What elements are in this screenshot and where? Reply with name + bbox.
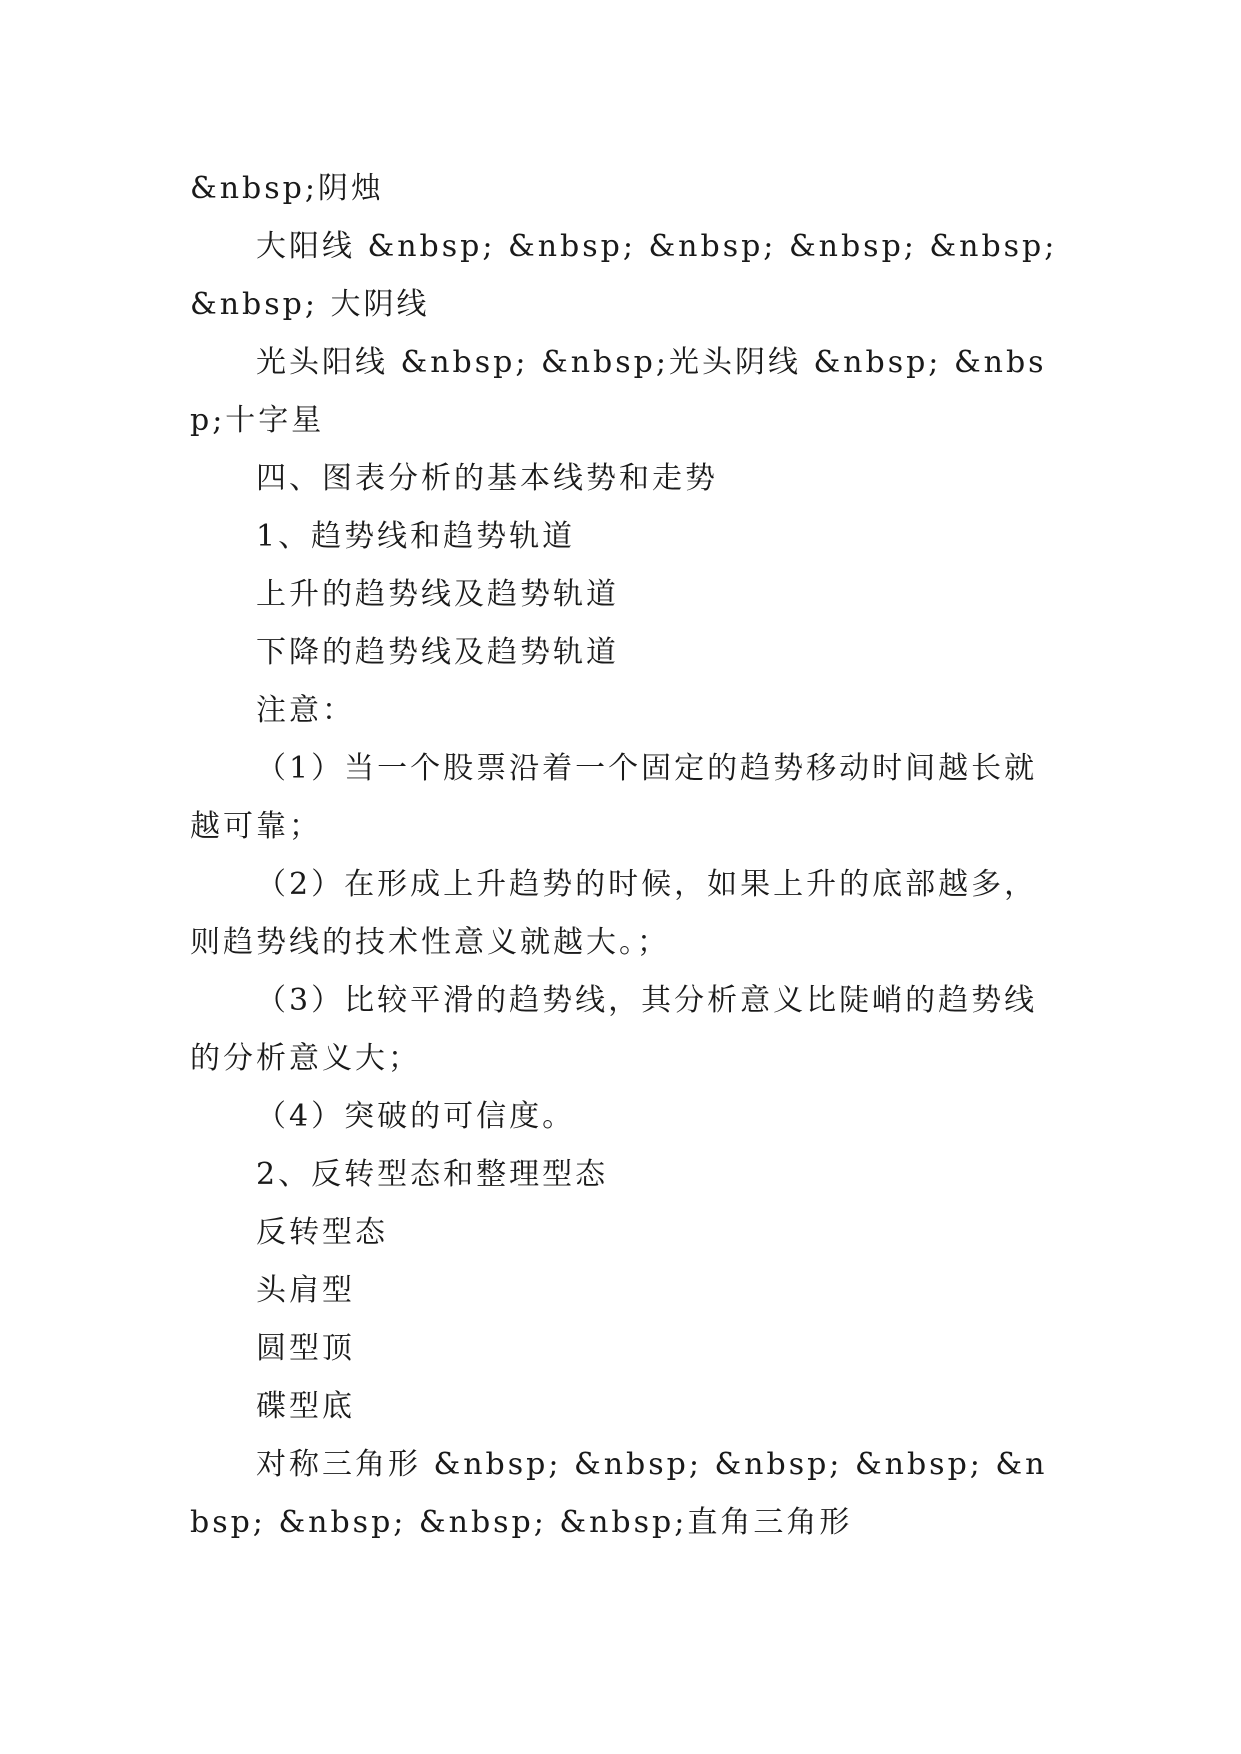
note-item-2: （2）在形成上升趋势的时候，如果上升的底部越多，则趋势线的技术性意义就越大。； [190,867,1038,960]
note-item-3: （3）比较平滑的趋势线，其分析意义比陡峭的趋势线的分析意义大； [190,983,1038,1076]
note-item-4: （4）突破的可信度。 [256,1099,576,1134]
subheading-reversal-consolidation: 2、反转型态和整理型态 [256,1157,609,1192]
paragraph-falling-trendline: 下降的趋势线及趋势轨道 [256,635,619,670]
paragraph-rising-trendline: 上升的趋势线及趋势轨道 [256,577,619,612]
paragraph-saucer-bottom: 碟型底 [256,1389,355,1424]
subheading-trendline-channel: 1、趋势线和趋势轨道 [256,519,576,554]
paragraph-rounded-top: 圆型顶 [256,1331,355,1366]
section-heading-four: 四、图表分析的基本线势和走势 [256,461,718,496]
paragraph-note-label: 注意： [256,693,355,728]
paragraph-bald-lines-doji: 光头阳线 &nbsp; &nbsp;光头阴线 &nbsp; &nbsp;十字星 [190,345,1047,438]
paragraph-head-shoulders: 头肩型 [256,1273,355,1308]
paragraph-yin-candle: &nbsp;阴烛 [190,171,384,206]
document-body [190,160,1060,1552]
paragraph-big-yang-yin: 大阳线 &nbsp; &nbsp; &nbsp; &nbsp; &nbsp; &nbsp; 大阴线 [190,229,1058,322]
paragraph-reversal-pattern: 反转型态 [256,1215,388,1250]
note-item-1: （1）当一个股票沿着一个固定的趋势移动时间越长就越可靠； [190,751,1038,844]
paragraph-triangles: 对称三角形 &nbsp; &nbsp; &nbsp; &nbsp; &nbsp; &nbsp; &nbsp; &nbsp;直角三角形 [190,1447,1048,1540]
